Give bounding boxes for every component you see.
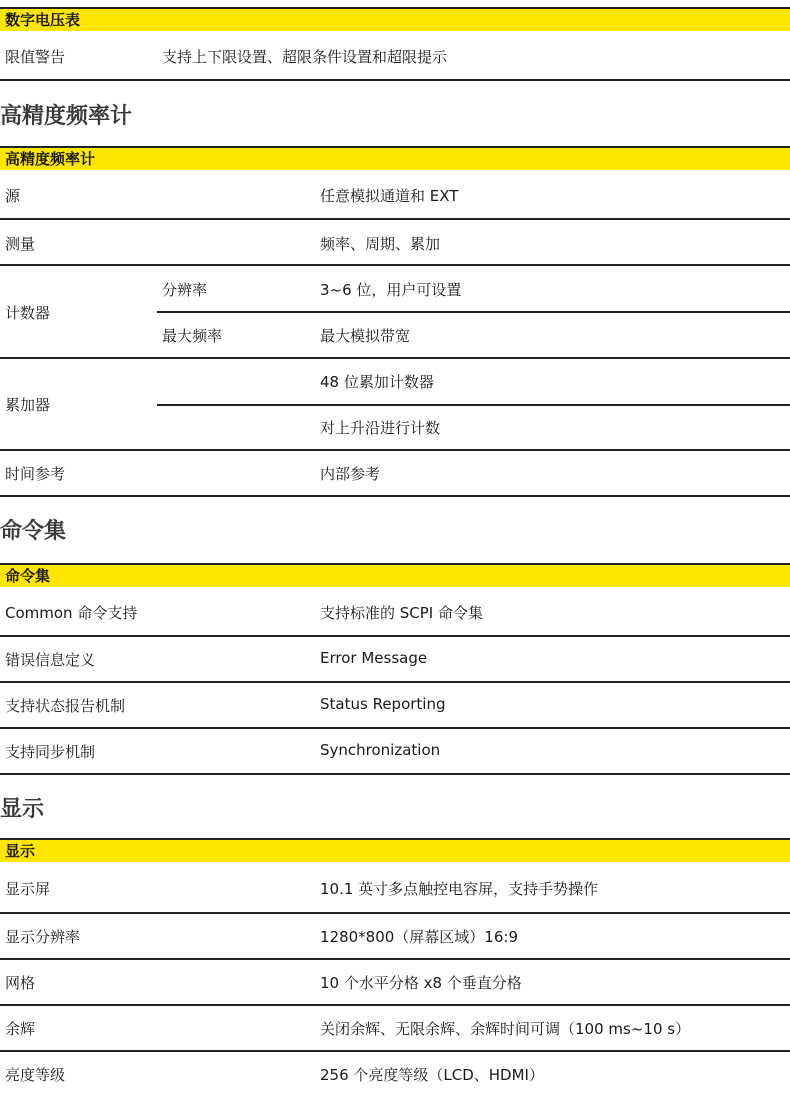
commands-row [0,637,790,683]
commands-row [0,683,790,729]
commands-table-header: 命令集 [0,563,790,587]
section-title-display: 显示 [0,797,45,822]
row-label: 支持状态报告机制 [5,697,126,715]
row-label: 限值警告 [5,48,66,66]
row-label: 源 [5,187,21,205]
row-value: 10 个水平分格 x8 个垂直分格 [320,974,522,992]
frequency-row-measure [0,220,790,266]
row-label: 显示屏 [5,880,51,898]
row-value: Error Message [320,649,428,667]
section-title-frequency: 高精度频率计 [0,104,133,129]
row-value: 频率、周期、累加 [320,235,441,253]
row-label: 测量 [5,235,36,253]
display-table-header: 显示 [0,838,790,862]
frequency-table-header: 高精度频率计 [0,146,790,170]
row-value: 48 位累加计数器 [320,373,434,391]
row-label: 亮度等级 [5,1066,66,1084]
row-value: 最大模拟带宽 [320,327,411,345]
sub-label: 分辨率 [162,281,208,299]
row-label: 余辉 [5,1020,36,1038]
row-value: 任意模拟通道和 EXT [320,187,459,205]
row-value: 支持上下限设置、超限条件设置和超限提示 [162,48,448,66]
counter-subrow-resolution [157,266,790,313]
voltmeter-table-header: 数字电压表 [0,7,790,31]
voltmeter-row-limit [0,31,790,81]
row-value: 关闭余辉、无限余辉、余辉时间可调（100 ms~10 s） [320,1020,691,1038]
row-label: 时间参考 [5,465,66,483]
display-row [0,960,790,1006]
display-row [0,1052,790,1093]
row-label: 支持同步机制 [5,743,96,761]
frequency-row-timeref [0,451,790,497]
row-label: Common 命令支持 [5,604,138,622]
display-row [0,1006,790,1052]
row-label: 显示分辨率 [5,928,81,946]
row-label: 错误信息定义 [5,651,96,669]
row-value: 10.1 英寸多点触控电容屏，支持手势操作 [320,880,599,898]
row-value: 3~6 位，用户可设置 [320,281,462,299]
row-value: 256 个亮度等级（LCD、HDMI） [320,1066,544,1084]
commands-row [0,587,790,637]
display-row [0,862,790,914]
row-value: 对上升沿进行计数 [320,419,441,437]
section-title-commands: 命令集 [0,519,67,544]
display-row [0,914,790,960]
row-value: 支持标准的 SCPI 命令集 [320,604,484,622]
row-value: 内部参考 [320,465,381,483]
row-value: 1280*800（屏幕区域）16:9 [320,928,518,946]
row-label: 累加器 [5,396,51,414]
commands-row [0,729,790,775]
sub-label: 最大频率 [162,327,223,345]
row-label: 计数器 [5,304,51,322]
row-value: Status Reporting [320,695,446,713]
frequency-row-source [0,170,790,220]
row-label: 网格 [5,974,36,992]
row-value: Synchronization [320,741,441,759]
totalizer-subrow-bits [157,359,790,406]
